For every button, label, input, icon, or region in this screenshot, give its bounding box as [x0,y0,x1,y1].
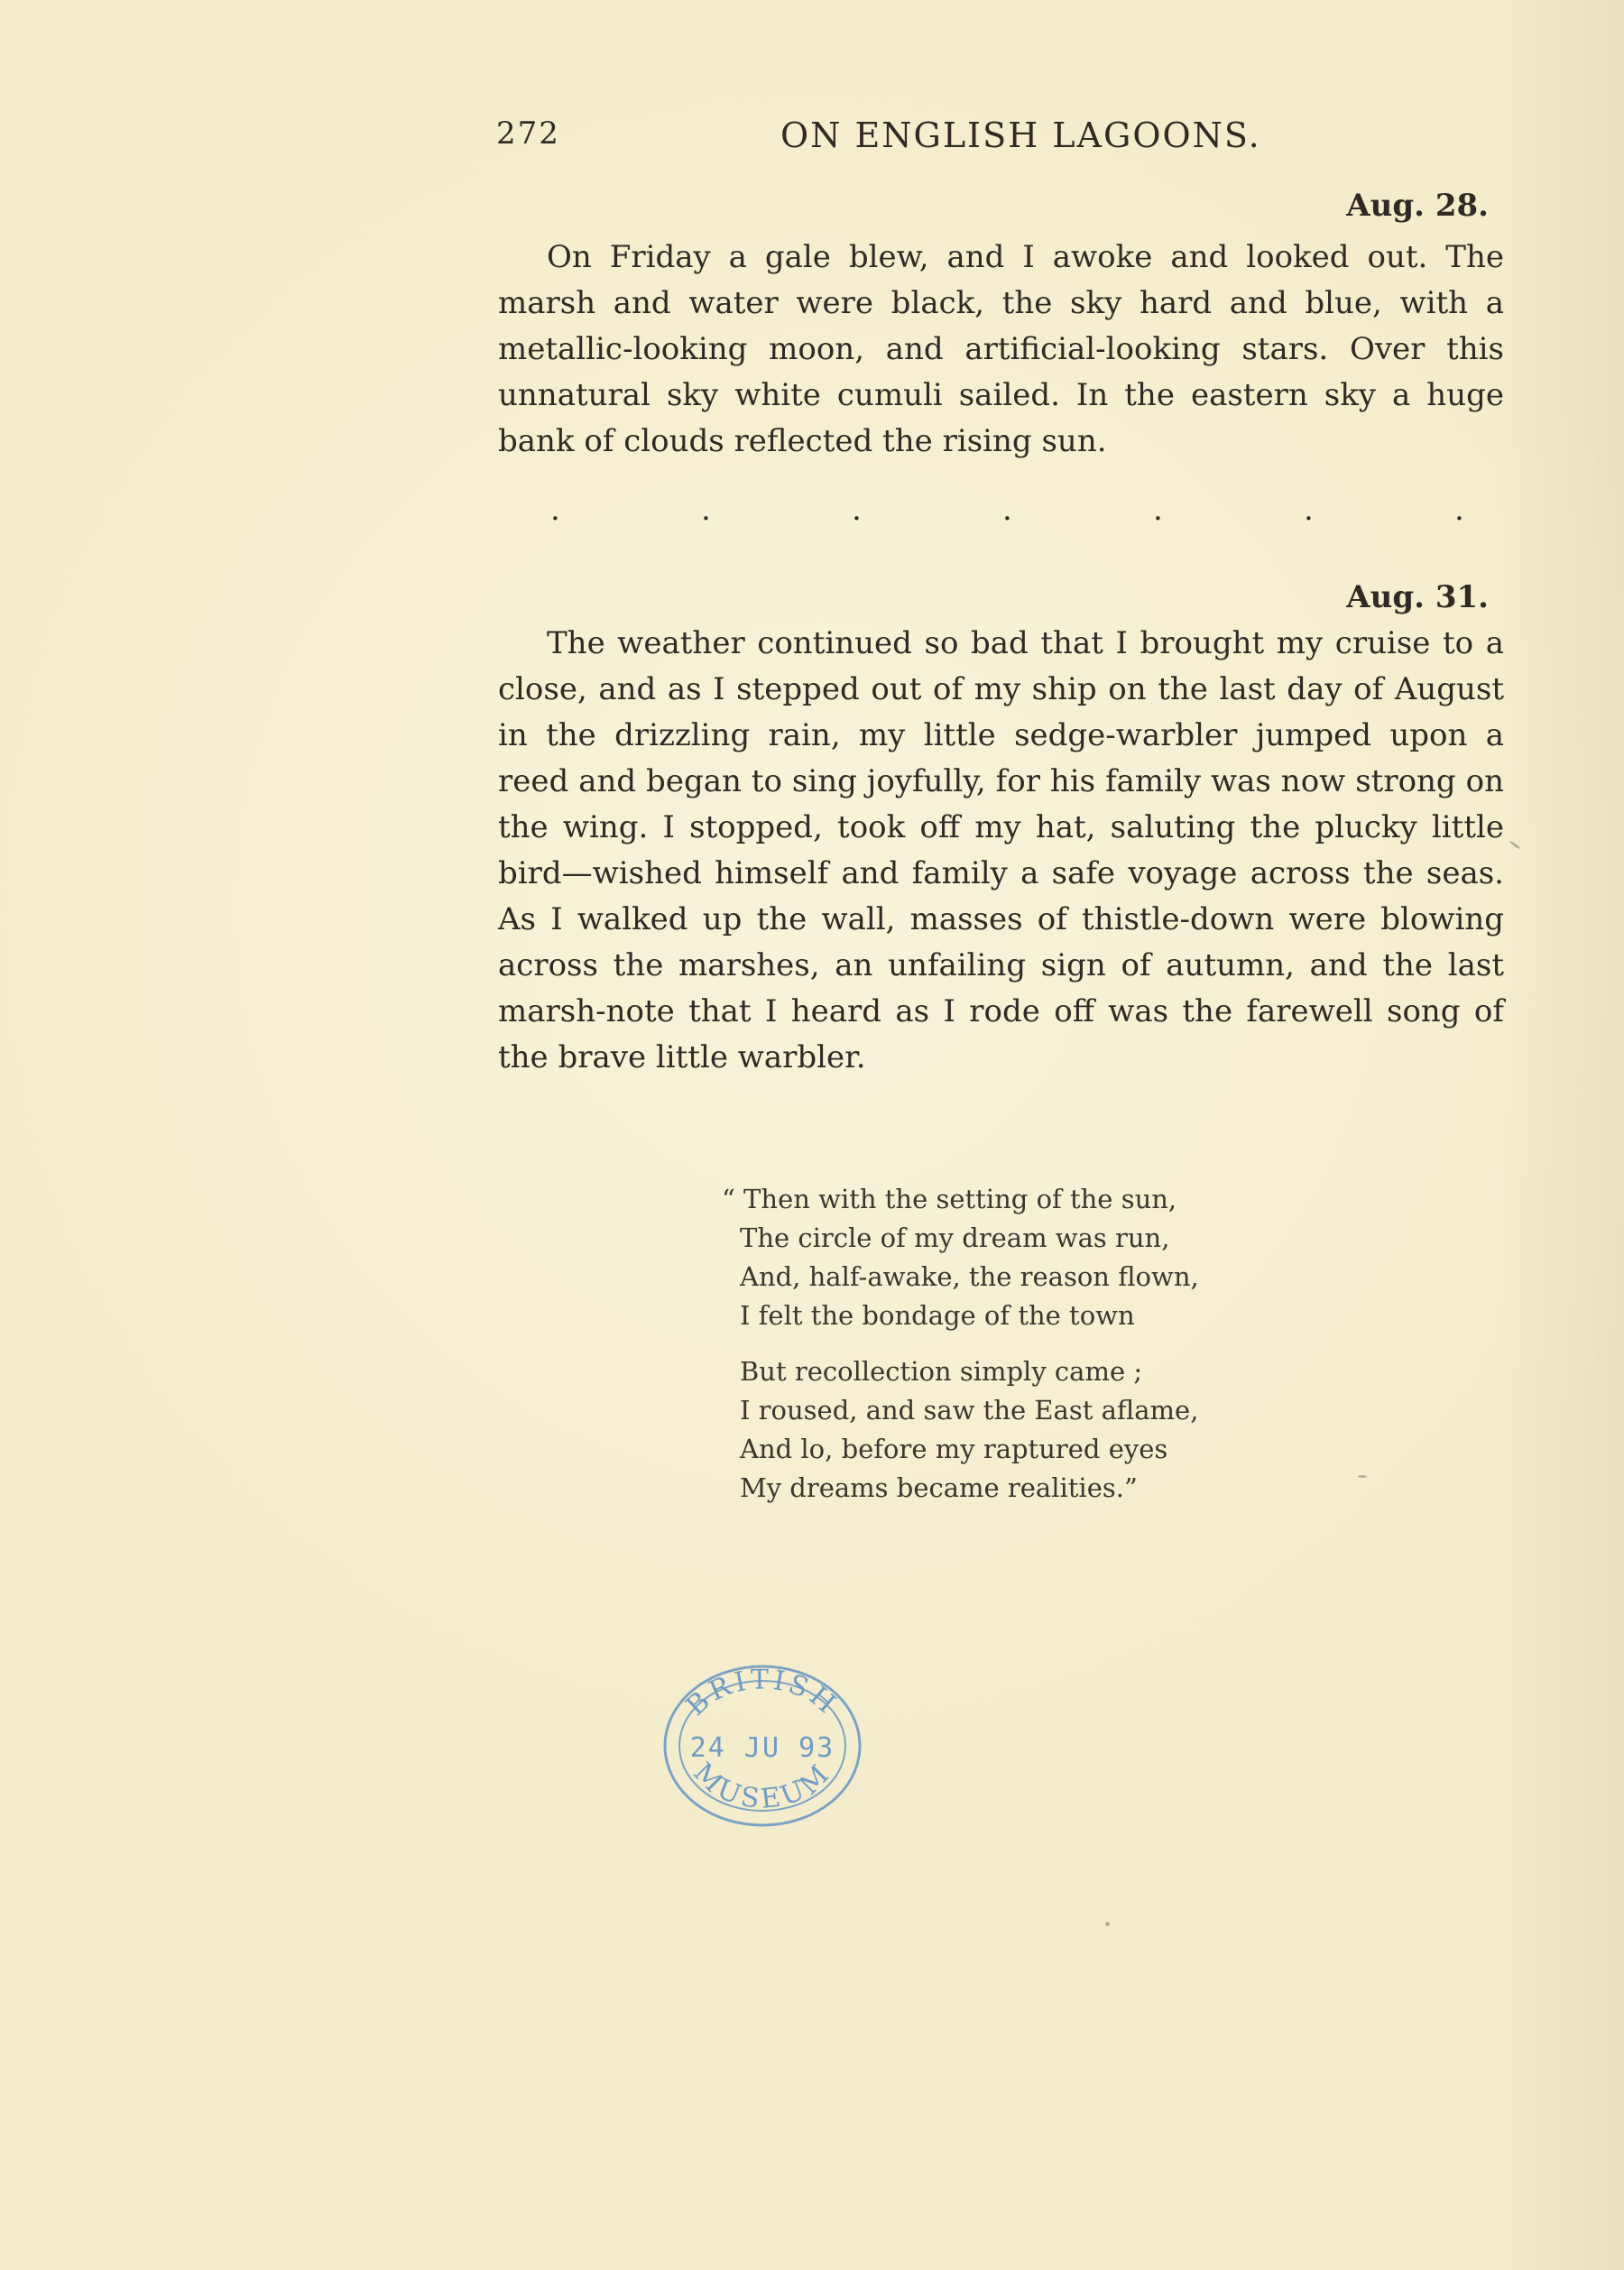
library-stamp-icon [650,1647,884,1845]
poem-line: And lo, before my raptured eyes [740,1434,1168,1464]
section-break-dots [550,492,1462,528]
stamp-bottom-text: MUSEUM [687,1757,838,1816]
poem-line: The circle of my dream was run, [740,1223,1170,1253]
stamp-date: 24 JU 93 [689,1732,835,1764]
page-number: 272 [496,115,560,152]
dot: . [852,492,862,528]
poem-line: My dreams became realities.” [740,1472,1138,1503]
stamp-top-text: BRITISH [679,1664,844,1722]
dot: . [1002,492,1012,528]
paragraph-text: The weather continued so bad that I brought my cruise to a close, and as I stepped out of my ship on the last day of August in the drizzling rain, my little sedge-warbler jumped upon a reed and began to sing joyfully, for his family was now strong on the wing. I stopped, took off my hat, saluting the plucky little bird—wished himself and family a safe voyage across the seas. As I walked up the wall, masses of thistle-down were blowing across the marshes, an unfailing sign of autumn, and the last marsh-note that I heard as I rode off was the farewell song of the brave little warbler. [498,625,1504,1075]
page-header [496,115,1516,161]
poem-line: But recollection simply came ; [740,1356,1143,1387]
dot: . [1153,492,1163,528]
paper-speck [1358,1475,1367,1478]
poem-stanza [740,1352,1281,1508]
poem-line: I felt the bondage of the town [740,1300,1135,1331]
paragraph-text: On Friday a gale blew, and I awoke and looked out. The marsh and water were black, the sky hard and blue, with a metallic-looking moon, and artificial-looking stars. Over this unnatural sky white cumuli sailed. In the eastern sky a huge bank of clouds reflected the rising sun. [498,239,1504,459]
entry-paragraph [498,621,1504,1081]
paper-speck [1105,1922,1110,1926]
dot: . [701,492,711,528]
dot: . [1304,492,1314,528]
poem-line: I roused, and saw the East aflame, [740,1395,1199,1426]
running-title: ON ENGLISH LAGOONS. [780,115,1261,155]
poem-quotation [722,1180,1281,1525]
entry-date: Aug. 31. [1346,579,1489,615]
paper-speck [1509,840,1520,849]
poem-line: And, half-awake, the reason flown, [740,1261,1199,1292]
poem-line: “ Then with the setting of the sun, [722,1184,1177,1214]
poem-stanza [722,1180,1281,1335]
dot: . [550,492,560,528]
dot: . [1454,492,1464,528]
entry-date: Aug. 28. [1346,188,1489,224]
entry-paragraph [498,235,1504,465]
